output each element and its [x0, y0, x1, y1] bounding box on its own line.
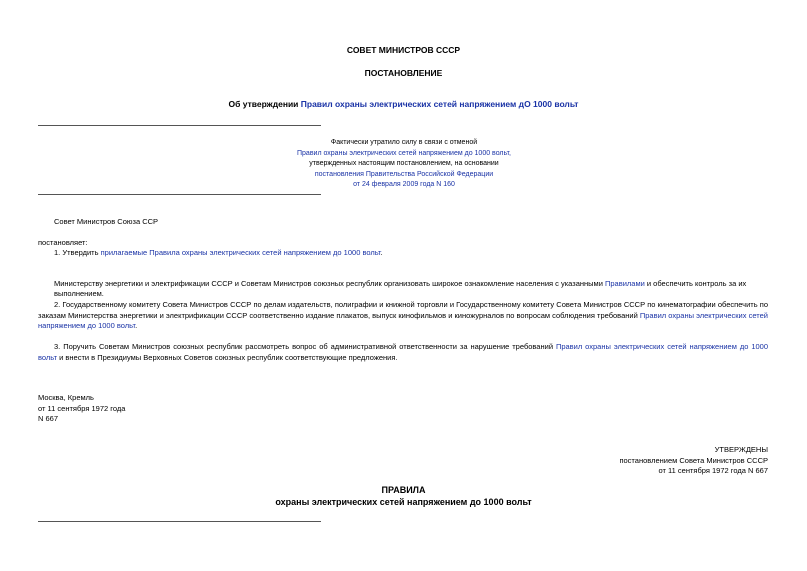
- rules-title: [0, 484, 807, 508]
- notice-link-rules[interactable]: Правил охраны электрических сетей напряжением до 1000 вольт,: [297, 149, 511, 157]
- divider-bottom: [38, 521, 321, 522]
- notice-line-1: Фактически утратило силу в связи с отменой: [330, 139, 478, 146]
- issuer: Совет Министров Союза ССР: [54, 217, 159, 226]
- p2-link[interactable]: Правил охраны электрических сетей напряжением до 1000 вольт: [38, 310, 768, 330]
- divider-middle: [38, 194, 321, 195]
- subject-prefix: Об утверждении: [228, 99, 301, 109]
- subject-link[interactable]: Правил охраны электрических сетей напряжением дО 1000 вольт: [300, 99, 579, 109]
- approved-line-3: от 11 сентября 1972 года N 667: [658, 466, 768, 475]
- p1b-link[interactable]: Правилами: [605, 279, 645, 288]
- paragraph-2: 2. Государственному комитету Совета Министров СССР по делам издательств, полиграфии и книжной торговли и Государственному комитету Совета Министров СССР по кинематографии обеспечить по заказам Министерства энергетики и электрификации СССР соответственно издание плакатов, выпуск кинофильмов и киножурналов по вопросам соблюдения требований Правил охраны электрических сетей напряжением до 1000 вольт.: [38, 300, 768, 330]
- paragraph-3: 3. Поручить Советам Министров союзных республик рассмотреть вопрос об административной ответственности за нарушение требований Правил охраны электрических сетей напряжением до 1000 вольт и внести в Президиумы Верховных Советов союзных республик соответствующие предложения.: [38, 342, 768, 362]
- divider-top: [38, 125, 321, 126]
- paragraph-1: 1. Утвердить прилагаемые Правила охраны электрических сетей напряжением до 1000 вольт.: [54, 248, 383, 257]
- signature-number: N 667: [38, 414, 59, 423]
- p3-link[interactable]: Правил охраны электрических сетей напряжением до 1000 вольт: [38, 342, 768, 362]
- rules-title-line-2: охраны электрических сетей напряжением до 1000 вольт: [275, 497, 532, 507]
- paragraph-1b: Министерству энергетики и электрификации СССР и Советам Министров союзных республик организовать широкое ознакомление населения с указанными Правилами и обеспечить контроль за их выполнением.: [54, 279, 747, 298]
- approved-block: [619, 445, 768, 477]
- signature-date: от 11 сентября 1972 года: [38, 403, 126, 413]
- rules-title-line-1: ПРАВИЛА: [381, 485, 426, 495]
- doc-subject: [0, 99, 807, 110]
- resolves: постановляет:: [38, 238, 88, 247]
- signature-block: [38, 393, 125, 425]
- approved-line-2: постановлением Совета Министров СССР: [619, 455, 768, 465]
- notice-link-date[interactable]: от 24 февраля 2009 года N 160: [353, 181, 455, 188]
- repeal-notice: [200, 138, 608, 191]
- p1-link[interactable]: прилагаемые Правила охраны электрических сетей напряжением до 1000 вольт: [100, 248, 381, 257]
- signature-place: Москва, Кремль: [38, 393, 94, 402]
- notice-line-3: утвержденных настоящим постановлением, на основании: [309, 160, 499, 167]
- notice-link-decree[interactable]: постановления Правительства Российской Федерации: [314, 170, 494, 178]
- doc-type: ПОСТАНОВЛЕНИЕ: [364, 68, 443, 78]
- org-title: СОВЕТ МИНИСТРОВ СССР: [346, 45, 461, 55]
- approved-line-1: УТВЕРЖДЕНЫ: [714, 445, 768, 454]
